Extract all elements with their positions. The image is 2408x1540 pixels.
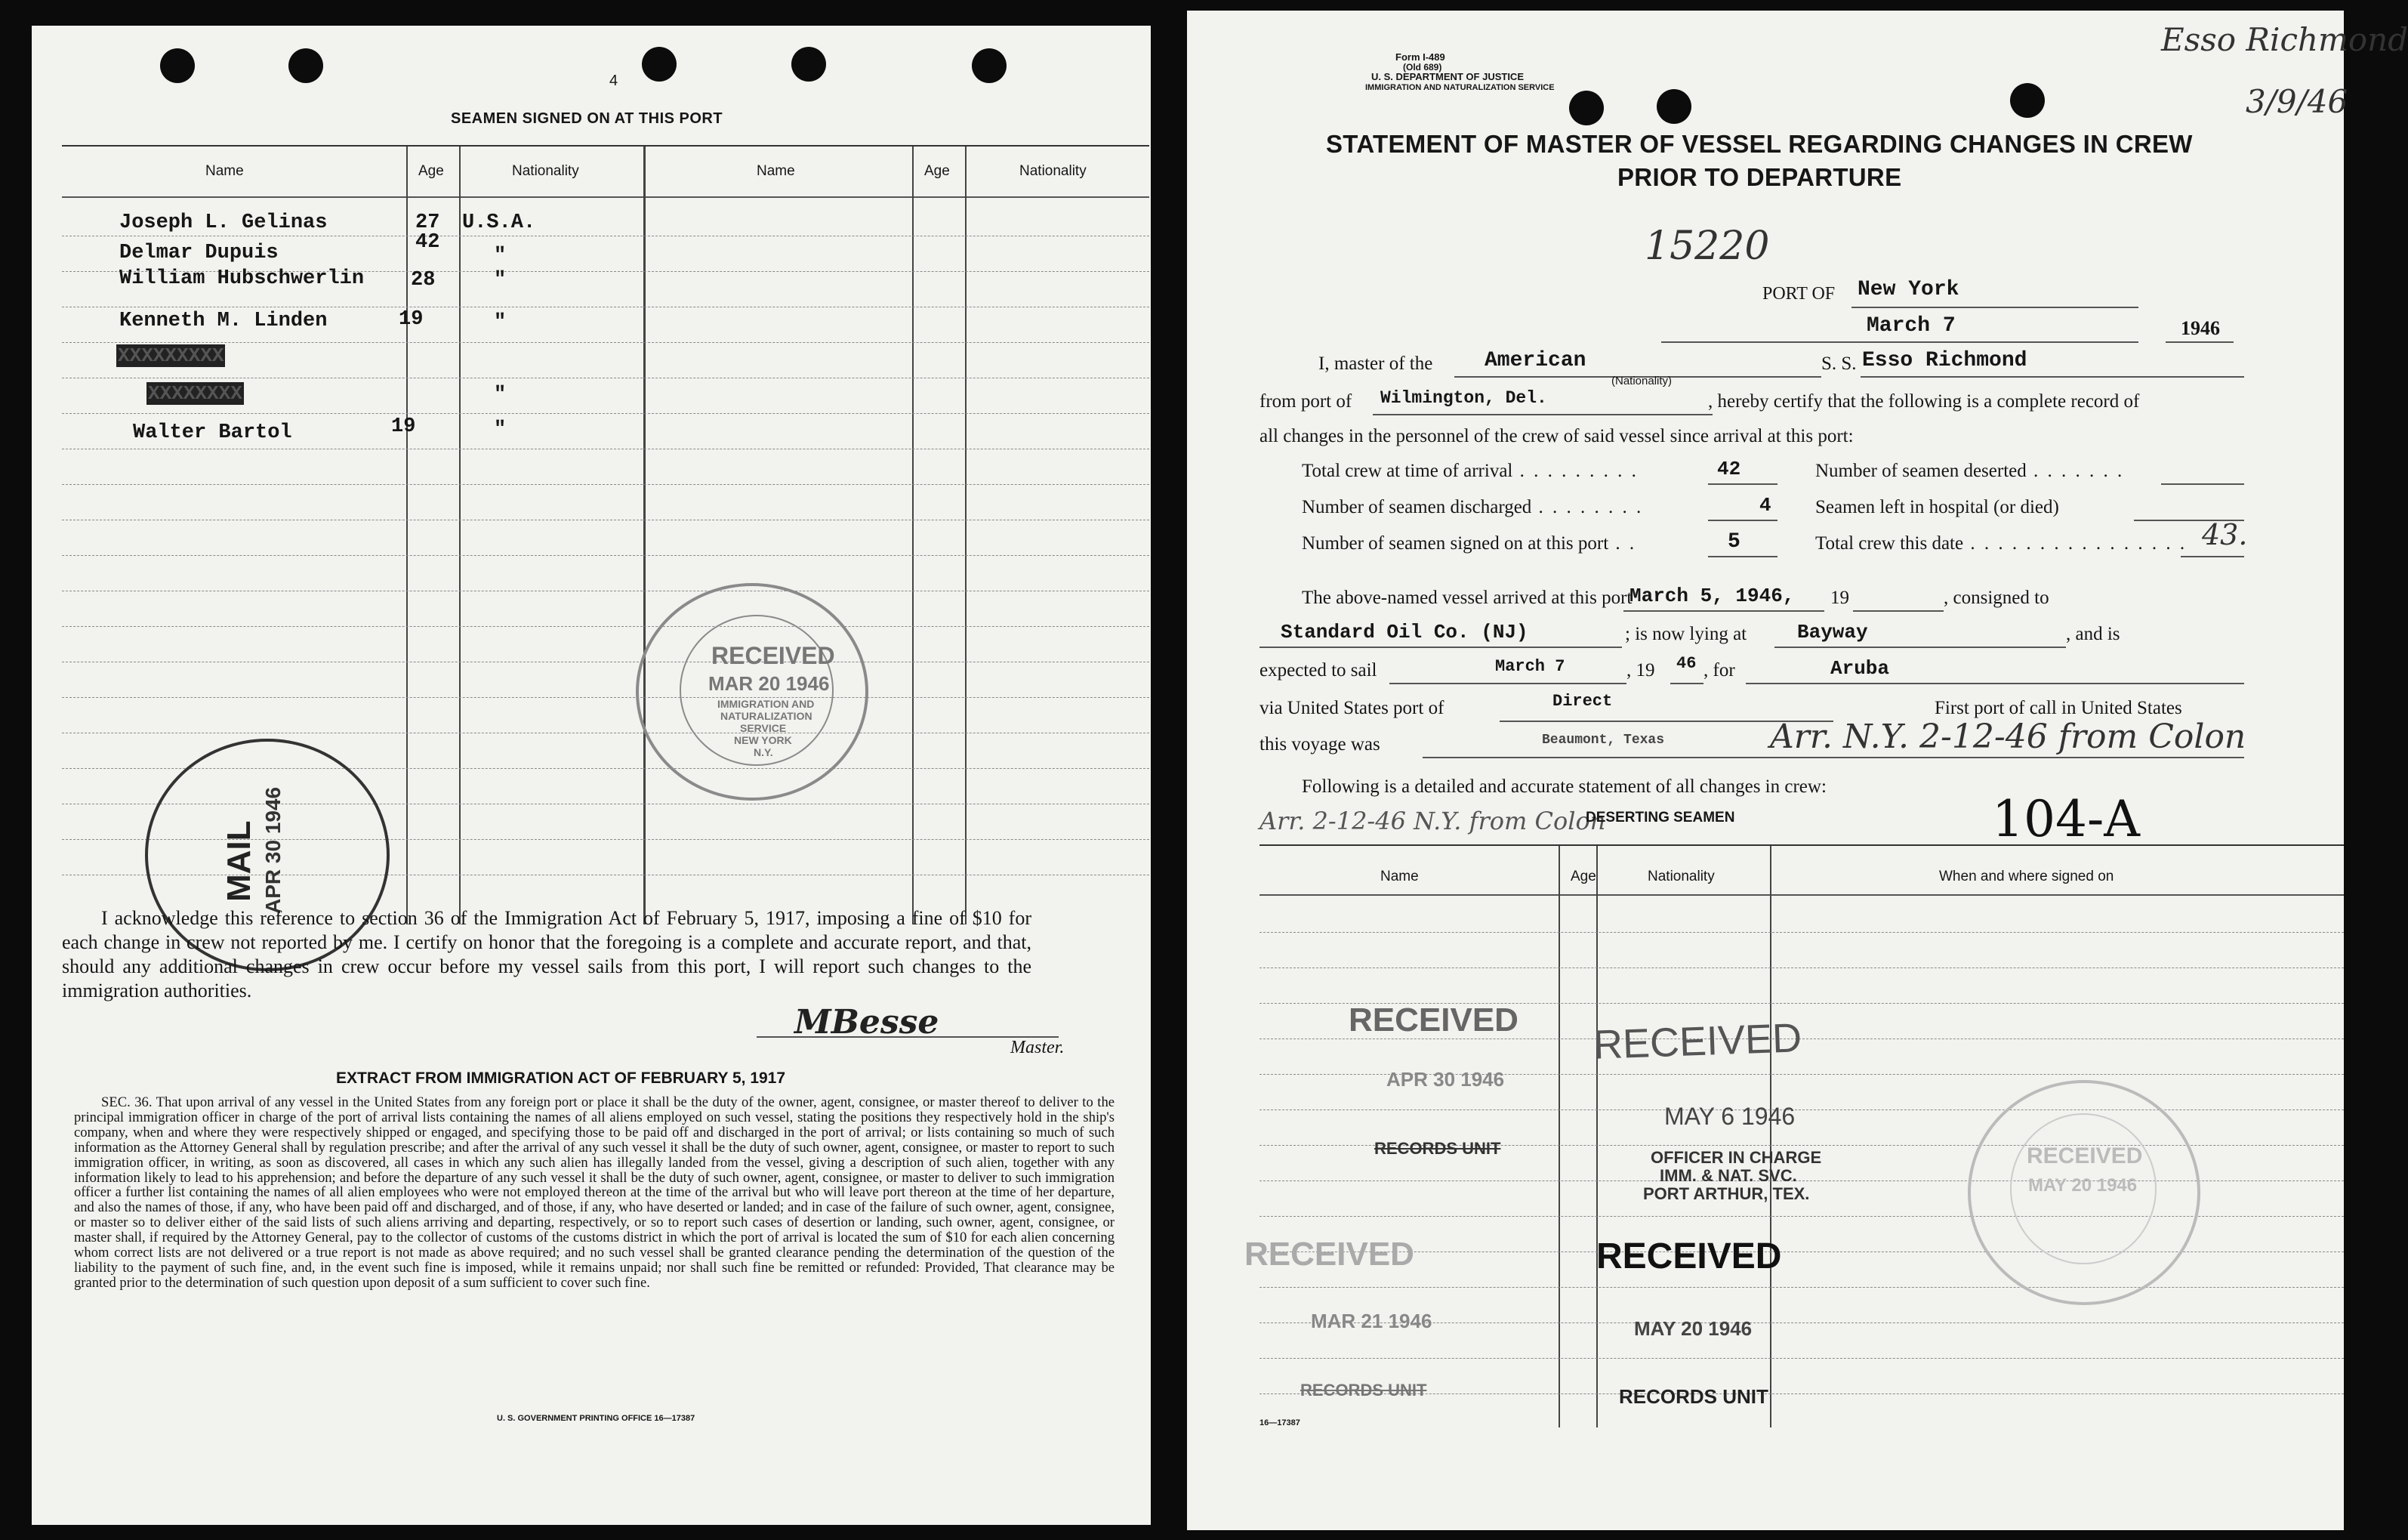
lying-value: Bayway [1797, 621, 1868, 643]
received-stamp-date: MAR 20 1946 [708, 672, 830, 695]
punch-hole-6 [1569, 91, 1604, 125]
master-of-label: I, master of the [1318, 353, 1433, 374]
received-stamp-3: RECEIVED [1244, 1236, 1414, 1273]
seaman-age: 19 [391, 415, 416, 438]
received-stamp-line: SERVICE [740, 722, 787, 734]
extract-title: EXTRACT FROM IMMIGRATION ACT OF FEBRUARY 5, 1917 [336, 1069, 786, 1087]
received-stamp-5: RECEIVED [2027, 1143, 2143, 1168]
total-arrival-label: Total crew at time of arrival . . . . . . . . . [1302, 461, 1639, 481]
right-page [1187, 11, 2408, 1530]
seaman-nationality: " [494, 245, 507, 267]
ruled-line [62, 626, 1149, 627]
received-stamp-1: RECEIVED [1349, 1001, 1518, 1038]
signed-value: 5 [1728, 530, 1740, 554]
ruled-line [62, 413, 1149, 414]
form-subtitle: PRIOR TO DEPARTURE [1617, 163, 1902, 191]
acknowledgment-text: I acknowledge this reference to section 36 of the Immigration Act of February 5, 1917, imposing a fine of $10 for each change in crew not reported by me. I certify on honor that the foregoing is a complete and accurate report, and that, should any additional changes in crew occur before my vessel sails from this port, I will report such changes to the immigration authorities. [62, 907, 1031, 1001]
ruled-line [62, 555, 1149, 556]
received-stamp-line: N.Y. [754, 746, 773, 758]
seaman-name: William Hubschwerlin [119, 267, 365, 290]
from-port-value: Wilmington, Del. [1380, 388, 1547, 408]
expected-19: , 19 [1626, 660, 1655, 681]
extract-text: SEC. 36. That upon arrival of any vessel in the United States from any foreign port or place it shall be the duty of the owner, agent, consignee, or master thereof to deliver to the principal immigration officer in charge of the port of arrival lists containing the names of all aliens employed on such vessel, stating the positions they respectively hold in the ship's company, when and where they were respectively shipped or engaged, and specifying those to be paid off and discharged in the port of arrival; or lists containing so much of such information as the Attorney General shall by regulation prescribe; and after the arrival of any such vessel it shall be the duty of such owner, agent, consignee, or master to report to such immigration officer, in writing, as soon as discovered, all cases in which any such alien has illegally landed from the vessel, giving a description of such alien, together with any information likely to lead to his apprehension; and before the departure of any such vessel it shall be the duty of such owner, agent, consignee, or master to deliver to such immigration officer a further list containing the names of all alien employees who were not employed thereon at the time of the arrival but who will leave port thereon at the time of her departure, and also the names of those, if any, who have been paid off and discharged, and of those, if any, who have deserted or landed; and in case of the failure of such owner, agent, consignee, or master so to deliver either of the said lists of such aliens arriving and departing, respectively, or so to report such cases of desertion or landing, such owner, agent, consignee, or master shall, if required by the Attorney General, pay to the collector of customs of the customs district in which the port of arrival is located the sum of $10 for each alien concerning whom correct lists are not delivered or a true report is not made as above required; and no such vessel shall be granted clearance pending the determination of the question of the liability to the payment of such fine, and, in the event such fine is imposed, while it remains unpaid; nor shall such fine be remitted or refunded: Provided, That clearance may be granted prior to the determination of such question upon deposit of a sum sufficient to cover such fine. [74, 1094, 1115, 1291]
seaman-nationality: " [494, 384, 507, 406]
seaman-age: 28 [411, 269, 436, 292]
certify-text-2: all changes in the personnel of the crew of said vessel since arrival at this port: [1259, 426, 1854, 446]
received-stamp-2-line: PORT ARTHUR, TEX. [1643, 1184, 1810, 1203]
ruled-line [1259, 1287, 2344, 1288]
expected-value: March 7 [1495, 657, 1565, 676]
left-page-title: SEAMEN SIGNED ON AT THIS PORT [451, 110, 723, 127]
punch-hole-1 [160, 48, 195, 83]
form-title: STATEMENT OF MASTER OF VESSEL REGARDING CHANGES IN CREW [1326, 130, 2193, 158]
expected-label: expected to sail [1259, 660, 1377, 681]
seaman-name: Walter Bartol [133, 421, 292, 444]
punch-hole-3 [642, 47, 677, 82]
received-stamp-3-unit: RECORDS UNIT [1300, 1381, 1427, 1400]
arrived-label: The above-named vessel arrived at this port [1302, 588, 1633, 608]
received-stamp-line: IMMIGRATION AND [717, 698, 815, 710]
handwritten-ship-note: Esso Richmond [2161, 21, 2408, 58]
year-value: 1946 [2181, 317, 2220, 339]
port-value: New York [1858, 278, 1959, 301]
seaman-nationality: " [494, 311, 507, 334]
ruled-line [1259, 1358, 2344, 1359]
mail-stamp-date: APR 30 1946 [261, 786, 285, 914]
nationality-hint: (Nationality) [1611, 375, 1673, 387]
punch-hole-2 [288, 48, 323, 83]
master-signature: MBesse [794, 1003, 939, 1042]
lying-label: ; is now lying at [1625, 624, 1747, 644]
col-header-name: Name [205, 163, 244, 179]
master-label: Master. [1010, 1038, 1065, 1057]
arrived-19: 19 [1830, 588, 1849, 608]
mail-stamp-text: MAIL [220, 820, 257, 902]
punch-hole-8 [2010, 83, 2045, 118]
seaman-age: 19 [399, 308, 424, 331]
department-name: U. S. DEPARTMENT OF JUSTICE [1371, 71, 1524, 82]
received-stamp-2-date: MAY 6 1946 [1664, 1103, 1796, 1130]
received-stamp-2: RECEIVED [1592, 1015, 1803, 1068]
total-arrival-value: 42 [1717, 458, 1741, 480]
deserted-label: Number of seamen deserted . . . . . . . [1815, 461, 2125, 481]
certify-text: , hereby certify that the following is a complete record of [1708, 391, 2140, 412]
received-stamp-4-date: MAY 20 1946 [1634, 1317, 1753, 1340]
seaman-nationality: " [494, 269, 507, 292]
expected-year: 46 [1676, 654, 1697, 673]
received-stamp-2-line: OFFICER IN CHARGE [1651, 1148, 1822, 1167]
seaman-age: 42 [415, 231, 440, 254]
handwritten-arrival-note: Arr. 2-12-46 N.Y. from Colon [1259, 807, 1606, 835]
via-value: Direct [1552, 692, 1613, 711]
signed-label: Number of seamen signed on at this port . . [1302, 533, 1637, 554]
voyage-handwritten: Arr. N.Y. 2-12-46 from Colon [1770, 718, 2246, 756]
received-stamp-text: RECEIVED [711, 642, 835, 669]
from-port-label: from port of [1259, 391, 1352, 412]
received-stamp-line: NATURALIZATION [720, 710, 812, 722]
col-header-age: Age [1571, 869, 1596, 884]
and-is-label: , and is [2066, 624, 2120, 644]
seaman-name-struck: XXXXXXXX [148, 382, 242, 405]
ss-label: S. S. [1821, 353, 1857, 374]
deserting-label: DESERTING SEAMEN [1586, 810, 1735, 826]
received-stamp-1-date: APR 30 1946 [1386, 1068, 1505, 1091]
col-header-age-2: Age [924, 163, 950, 179]
ruled-line [62, 697, 1149, 698]
first-call-label: First port of call in United States [1935, 698, 2182, 718]
consignee-value: Standard Oil Co. (NJ) [1281, 621, 1528, 643]
punch-hole-4 [791, 47, 826, 82]
punch-hole-7 [1657, 89, 1691, 124]
form-old-number: (Old 689) [1403, 62, 1442, 73]
col-header-name-2: Name [757, 163, 795, 179]
form-number: Form I-489 [1395, 51, 1445, 63]
left-footer: U. S. GOVERNMENT PRINTING OFFICE 16—17387 [497, 1414, 695, 1423]
for-label: , for [1703, 660, 1735, 681]
seaman-name-struck: XXXXXXXXX [118, 344, 224, 367]
seaman-nationality: " [494, 418, 507, 441]
nationality-value: American [1485, 349, 1586, 372]
received-stamp-1-unit: RECORDS UNIT [1374, 1139, 1501, 1158]
col-header-nationality-2: Nationality [1019, 163, 1087, 179]
punch-hole-5 [972, 48, 1007, 83]
hospital-label: Seamen left in hospital (or died) [1815, 497, 2059, 517]
consigned-label: , consigned to [1944, 588, 2049, 608]
received-stamp-4-unit: RECORDS UNIT [1619, 1385, 1768, 1408]
via-label: via United States port of [1259, 698, 1444, 718]
port-label: PORT OF [1762, 284, 1836, 304]
seaman-name: Joseph L. Gelinas [119, 211, 328, 234]
ship-name: Esso Richmond [1862, 349, 2027, 372]
seaman-age: 27 [415, 211, 440, 234]
received-stamp-4: RECEIVED [1596, 1236, 1782, 1276]
voyage-value: Beaumont, Texas [1542, 733, 1665, 748]
ruled-line [1259, 1109, 2344, 1110]
received-stamp-5-date: MAY 20 1946 [2028, 1175, 2138, 1196]
discharged-label: Number of seamen discharged . . . . . . . . [1302, 497, 1644, 517]
ruled-line [62, 484, 1149, 485]
total-date-label: Total crew this date . . . . . . . . . . . . . . . . [1815, 533, 2188, 554]
right-footer: 16—17387 [1259, 1418, 1300, 1427]
seaman-name: Kenneth M. Linden [119, 310, 328, 332]
file-code: 104-A [1992, 790, 2140, 848]
col-header-nationality: Nationality [1648, 869, 1715, 884]
date-value: March 7 [1867, 314, 1956, 338]
following-label: Following is a detailed and accurate statement of all changes in crew: [1302, 776, 1827, 797]
col-header-age: Age [418, 163, 444, 179]
ruled-line [62, 342, 1149, 343]
for-value: Aruba [1830, 657, 1890, 680]
handwritten-date-note: 3/9/46 [2246, 83, 2348, 120]
ruled-line [1259, 932, 2344, 933]
discharged-value: 4 [1759, 494, 1771, 517]
received-stamp-2-line: IMM. & NAT. SVC. [1660, 1166, 1797, 1185]
col-header-name: Name [1380, 869, 1419, 884]
voyage-label: this voyage was [1259, 734, 1380, 755]
arrived-value: March 5, 1946, [1629, 585, 1795, 607]
page-number: 4 [609, 73, 618, 89]
col-header-nationality: Nationality [512, 163, 579, 179]
service-name: IMMIGRATION AND NATURALIZATION SERVICE [1365, 83, 1555, 92]
seaman-name: Delmar Dupuis [119, 242, 279, 264]
received-stamp-line: NEW YORK [734, 734, 792, 746]
received-stamp-3-date: MAR 21 1946 [1311, 1310, 1432, 1332]
seaman-nationality: U.S.A. [462, 211, 536, 234]
total-date-value: 43. [2202, 518, 2248, 551]
file-number: 15220 [1645, 224, 1770, 269]
left-page [32, 26, 1151, 1525]
col-header-when-where: When and where signed on [1939, 869, 2114, 884]
